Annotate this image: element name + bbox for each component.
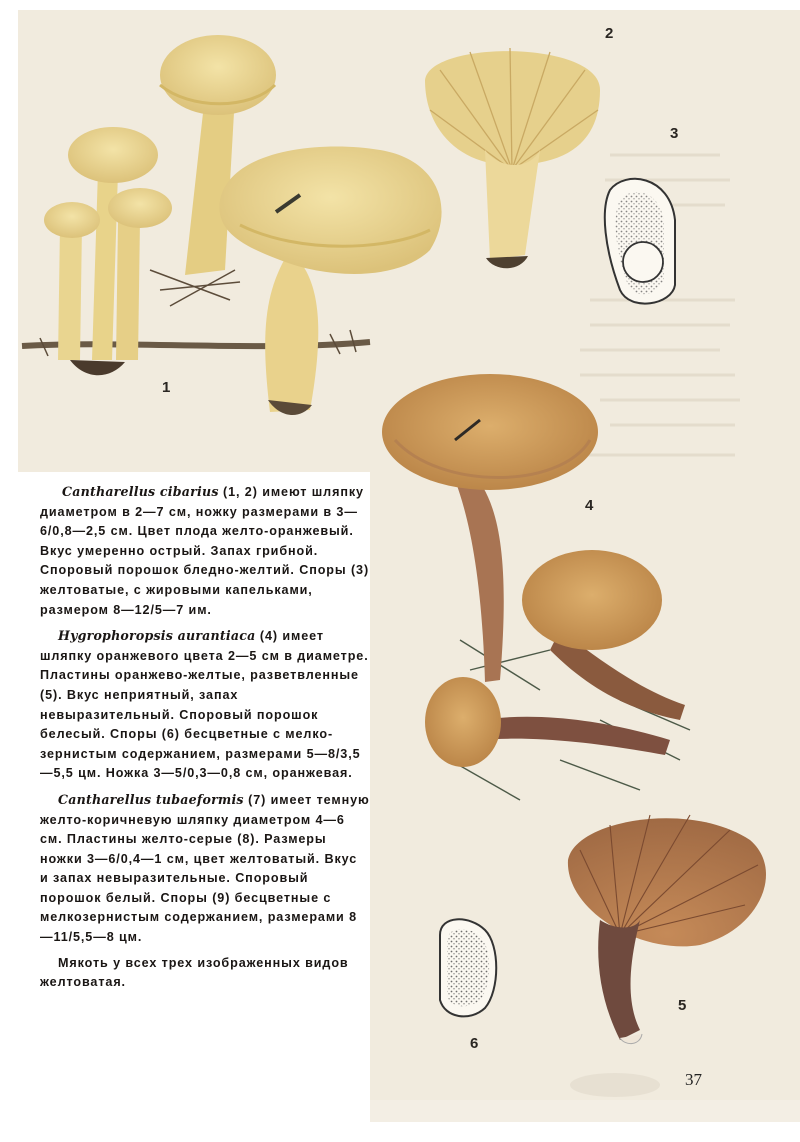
paragraph-flesh-note bbox=[40, 954, 370, 993]
spore-drawing-6 bbox=[440, 919, 496, 1016]
species-name: Hygrophoropsis aurantiaca bbox=[58, 628, 256, 644]
figure-label-3: 3 bbox=[670, 125, 679, 142]
paper-smudge bbox=[570, 1073, 660, 1097]
paragraph-cantharellus-tubaeformis bbox=[40, 790, 370, 948]
paragraph-body: (4) имеет шляпку оранжевого цвета 2—5 см в диаметре. Пластины оранжево-желтые, разветвленные (5). Вкус неприятный, запах невыразительный. Споровый порошок белесый. Споры (6) бесцветные с мелко-зернистым содержанием, размерами 5—8/3,5—5,5 цм. Ножка 3—5/0,3—0,8 см, оранжевая. bbox=[40, 629, 369, 781]
species-name: Cantharellus cibarius bbox=[62, 484, 219, 499]
figure-label-5: 5 bbox=[678, 997, 687, 1014]
description-text bbox=[40, 482, 370, 999]
figure-label-1: 1 bbox=[162, 379, 171, 396]
species-name: Cantharellus tubaeformis bbox=[58, 791, 244, 807]
paragraph-body: (1, 2) имеют шляпку диаметром в 2—7 см, ножку размерами в 3—6/0,8—2,5 см. Цвет плода желто-оранжевый. Вкус умеренно острый. Запах грибной. Споровый порошок бледно-желтий. Споры (3) желтоватые, с жировыми капельками, размером 8—12/5—7 им. bbox=[40, 485, 370, 617]
paragraph-cantharellus-cibarius bbox=[40, 482, 370, 620]
figure-label-6: 6 bbox=[470, 1035, 479, 1052]
page-number: 37 bbox=[685, 1070, 702, 1089]
figure-label-4: 4 bbox=[585, 497, 594, 514]
paragraph-body: (7) имеет темную желто-коричневую шляпку диаметром 4—6 см. Пластины желто-серые (8). Размеры ножки 3—6/0,4—1 см, цвет желтоватый. Вкус и запах невыразительные. Споровый порошок белый. Споры (9) бесцветные с мелкозернистым содержанием, размерами 8—11/5,5—8 цм. bbox=[40, 792, 370, 945]
figure-label-2: 2 bbox=[605, 25, 614, 42]
paragraph-body: Мякоть у всех трех изображенных видов желтоватая. bbox=[40, 955, 349, 990]
paragraph-hygrophoropsis-aurantiaca bbox=[40, 626, 370, 784]
